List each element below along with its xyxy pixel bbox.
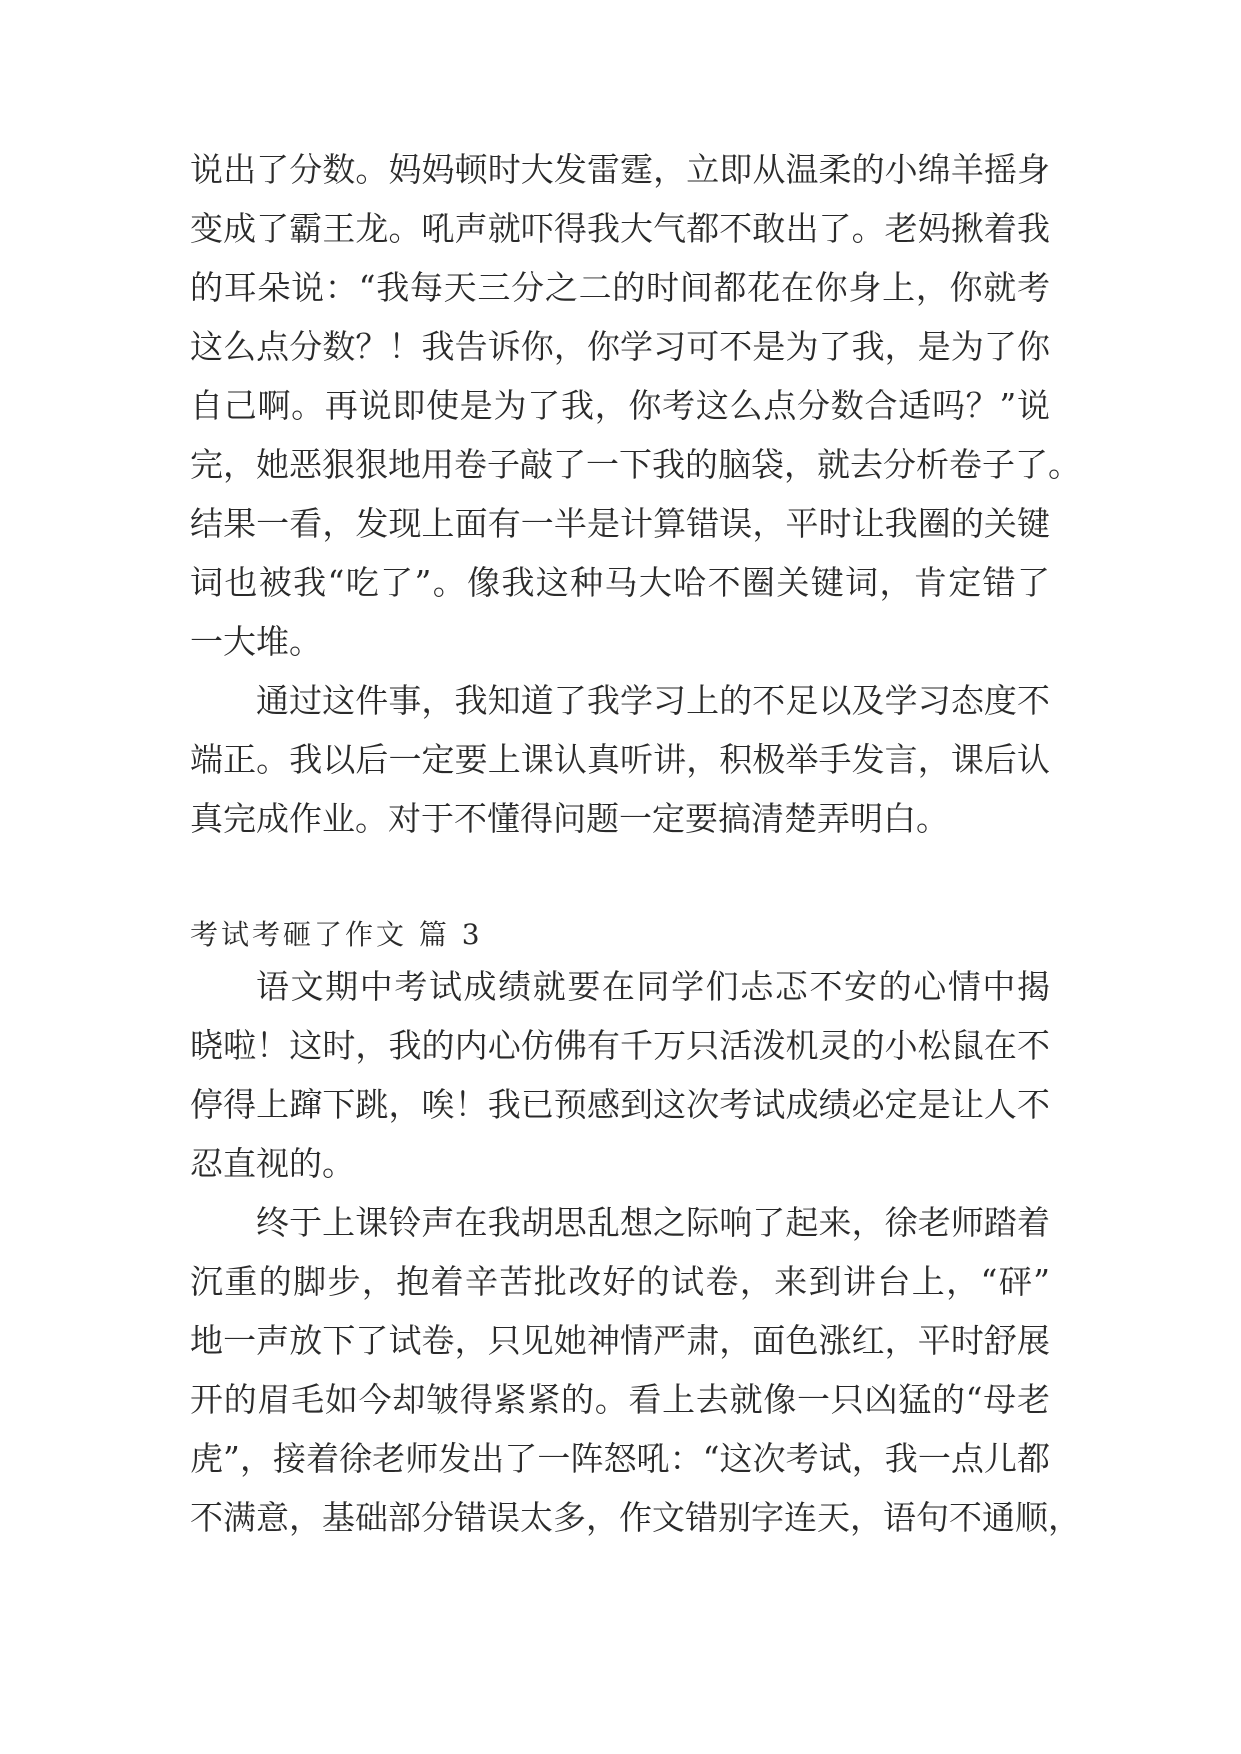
text-line: 说出了分数。妈妈顿时大发雷霆，立即从温柔的小绵羊摇身 <box>190 150 1050 189</box>
text-line: 这么点分数？！我告诉你，你学习可不是为了我，是为了你 <box>190 327 1050 366</box>
text-line: 停得上蹿下跳，唉！我已预感到这次考试成绩必定是让人不 <box>190 1085 1050 1124</box>
text-line: 真完成作业。对于不懂得问题一定要搞清楚弄明白。 <box>190 799 949 838</box>
text-line: 端正。我以后一定要上课认真听讲，积极举手发言，课后认 <box>190 740 1050 779</box>
text-line: 自己啊。再说即使是为了我，你考这么点分数合适吗？”说 <box>190 386 1050 425</box>
text-line: 完，她恶狠狠地用卷子敲了一下我的脑袋，就去分析卷子了。 <box>190 445 1081 484</box>
text-line: 终于上课铃声在我胡思乱想之际响了起来，徐老师踏着 <box>256 1203 1050 1242</box>
text-line: 忍直视的。 <box>190 1144 355 1183</box>
section-heading: 考试考砸了作文 篇 3 <box>190 918 483 951</box>
text-line: 语文期中考试成绩就要在同学们忐忑不安的心情中揭 <box>256 967 1050 1006</box>
text-line: 一大堆。 <box>190 622 322 661</box>
text-line: 变成了霸王龙。吼声就吓得我大气都不敢出了。老妈揪着我 <box>190 209 1050 248</box>
text-line: 不满意，基础部分错误太多，作文错别字连天，语句不通顺， <box>190 1498 1081 1537</box>
text-line: 开的眉毛如今却皱得紧紧的。看上去就像一只凶猛的“母老 <box>190 1380 1050 1419</box>
text-line: 地一声放下了试卷，只见她神情严肃，面色涨红，平时舒展 <box>190 1321 1050 1360</box>
text-line: 结果一看，发现上面有一半是计算错误，平时让我圈的关键 <box>190 504 1050 543</box>
text-line: 晓啦！这时，我的内心仿佛有千万只活泼机灵的小松鼠在不 <box>190 1026 1050 1065</box>
text-line: 沉重的脚步，抱着辛苦批改好的试卷，来到讲台上，“砰” <box>190 1262 1050 1301</box>
text-line: 词也被我“吃了”。像我这种马大哈不圈关键词，肯定错了 <box>190 563 1050 602</box>
text-line: 的耳朵说：“我每天三分之二的时间都花在你身上，你就考 <box>190 268 1050 307</box>
text-line: 虎”，接着徐老师发出了一阵怒吼：“这次考试，我一点儿都 <box>190 1439 1050 1478</box>
text-line: 通过这件事，我知道了我学习上的不足以及学习态度不 <box>256 681 1050 720</box>
